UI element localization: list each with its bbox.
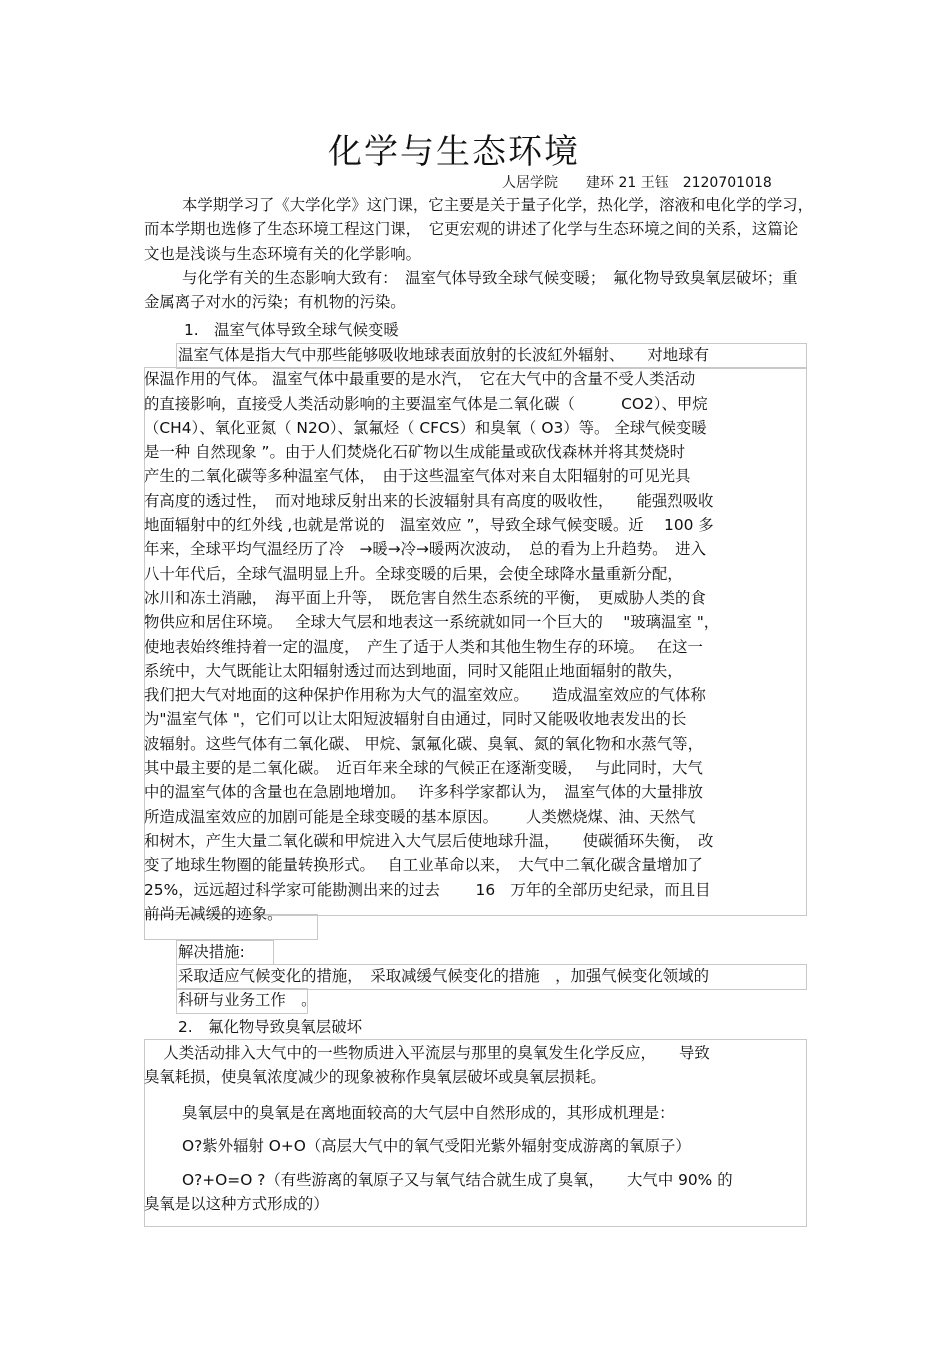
greenhouse-line: 25%，远远超过科学家可能勘测出来的过去 16 万年的全部历史纪录，而且目: [144, 880, 711, 899]
reaction-2-line: O?+O=O ?（有些游离的氧原子又与氧气结合就生成了臭氧， 大气中 90% 的: [182, 1171, 733, 1189]
greenhouse-line: 有高度的透过性， 而对地球反射出来的长波辐射具有高度的吸收性， 能强烈吸收: [144, 491, 714, 510]
greenhouse-line: 的直接影响，直接受人类活动影响的主要温室气体是二氧化碳（ CO2）、甲烷: [144, 394, 708, 413]
document-title: 化学与生态环境: [328, 132, 580, 172]
effects-paragraph: 与化学有关的生态影响大致有： 温室气体导致全球气候变暖； 氟化物导致臭氧层破坏；重金属离子对水的污染；有机物的污染。: [144, 269, 798, 312]
reaction-2: [144, 1168, 806, 1217]
ozone-mechanism-intro: 臭氧层中的臭氧是在离地面较高的大气层中自然形成的，其形成机理是：: [182, 1104, 675, 1122]
author-line: 人居学院 建环 21 王钰 2120701018: [502, 175, 772, 191]
measures-paragraph: [178, 964, 804, 1013]
greenhouse-line: 使地表始终维持着一定的温度， 产生了适于人类和其他生物生存的环境。 在这一: [144, 637, 703, 656]
greenhouse-line: 所造成温室效应的加剧可能是全球变暖的基本原因。 人类燃烧煤、油、天然气: [144, 807, 696, 826]
section-2-heading: 2. 氟化物导致臭氧层破坏: [178, 1018, 362, 1036]
intro-paragraph: 本学期学习了《大学化学》这门课，它主要是关于量子化学，热化学，溶液和电化学的学习， 而本学期也选修了生态环境工程这门课， 它更宏观的讲述了化学与生态环境之间的关系，这篇论文也是浅谈与生态环境有关的化学影响。: [144, 196, 821, 263]
greenhouse-line: 地面辐射中的红外线 ,也就是常说的 温室效应 ”，导致全球气候变暖。近 100 多: [144, 516, 714, 535]
greenhouse-line: 产生的二氧化碳等多种温室气体， 由于这些温室气体对来自太阳辐射的可见光具: [144, 467, 691, 486]
measures-line: 科研与业务工作 。: [178, 991, 317, 1010]
greenhouse-line: 冰川和冻土消融， 海平面上升等， 既危害自然生态系统的平衡， 更威胁人类的食: [144, 588, 706, 607]
greenhouse-line: 系统中，大气既能让太阳辐射透过而达到地面，同时又能阻止地面辐射的散失，: [144, 661, 683, 680]
ozone-line: 人类活动排入大气中的一些物质进入平流层与那里的臭氧发生化学反应， 导致: [148, 1044, 710, 1062]
greenhouse-paragraph: [144, 343, 806, 926]
greenhouse-line: 其中最主要的是二氧化碳。 近百年来全球的气候正在逐渐变暖， 与此同时，大气: [144, 759, 703, 778]
greenhouse-line: 是一种 自然现象 ”。由于人们焚烧化石矿物以生成能量或砍伐森林并将其焚烧时: [144, 443, 686, 462]
ozone-paragraph: [144, 1041, 806, 1090]
reaction-1: O?紫外辐射 O+O（高层大气中的氧气受阳光紫外辐射变成游离的氧原子）: [182, 1137, 691, 1155]
greenhouse-line: 变了地球生物圈的能量转换形式。 自工业革命以来， 大气中二氧化碳含量增加了: [144, 856, 703, 875]
greenhouse-line: 八十年代后，全球气温明显上升。全球变暖的后果，会使全球降水量重新分配，: [144, 564, 683, 583]
greenhouse-line: 我们把大气对地面的这种保护作用称为大气的温室效应。 造成温室效应的气体称: [144, 686, 706, 705]
section-1-heading: 1. 温室气体导致全球气候变暖: [184, 321, 399, 339]
greenhouse-line: 年来，全球平均气温经历了冷 →暖→冷→暖两次波动， 总的看为上升趋势。 进入: [144, 540, 706, 559]
greenhouse-line: 温室气体是指大气中那些能够吸收地球表面放射的长波紅外辐射、 对地球有: [178, 346, 709, 364]
reaction-2-line: 臭氧是以这种方式形成的）: [144, 1195, 329, 1214]
greenhouse-line: 保温作用的气体。 温室气体中最重要的是水汽， 它在大气中的含量不受人类活动: [144, 370, 696, 389]
greenhouse-line: 前尚无减缓的迹象。: [144, 904, 283, 923]
measures-label: 解决措施:: [178, 943, 245, 961]
measures-line: 采取适应气候变化的措施， 采取减缓气候变化的措施 ，加强气候变化领域的: [178, 967, 709, 985]
greenhouse-line: 物供应和居住环境。 全球大气层和地表这一系统就如同一个巨大的 "玻璃温室 "，: [144, 613, 720, 632]
greenhouse-line: 中的温室气体的含量也在急剧地增加。 许多科学家都认为， 温室气体的大量排放: [144, 783, 703, 802]
greenhouse-line: 波辐射。这些气体有二氧化碳、 甲烷、氯氟化碳、臭氧、氮的氧化物和水蒸气等，: [144, 734, 703, 753]
greenhouse-line: 为"温室气体 "，它们可以让太阳短波辐射自由通过，同时又能吸收地表发出的长: [144, 710, 687, 729]
greenhouse-line: （CH4）、氧化亚氮（ N2O）、氯氟烃（ CFCS）和臭氧（ O3）等。 全球气候变暖: [144, 418, 707, 437]
ozone-line: 臭氧耗损，使臭氧浓度减少的现象被称作臭氧层破坏或臭氧层损耗。: [144, 1068, 606, 1087]
greenhouse-line: 和树木，产生大量二氧化碳和甲烷进入大气层后使地球升温， 使碳循环失衡， 改: [144, 831, 714, 850]
